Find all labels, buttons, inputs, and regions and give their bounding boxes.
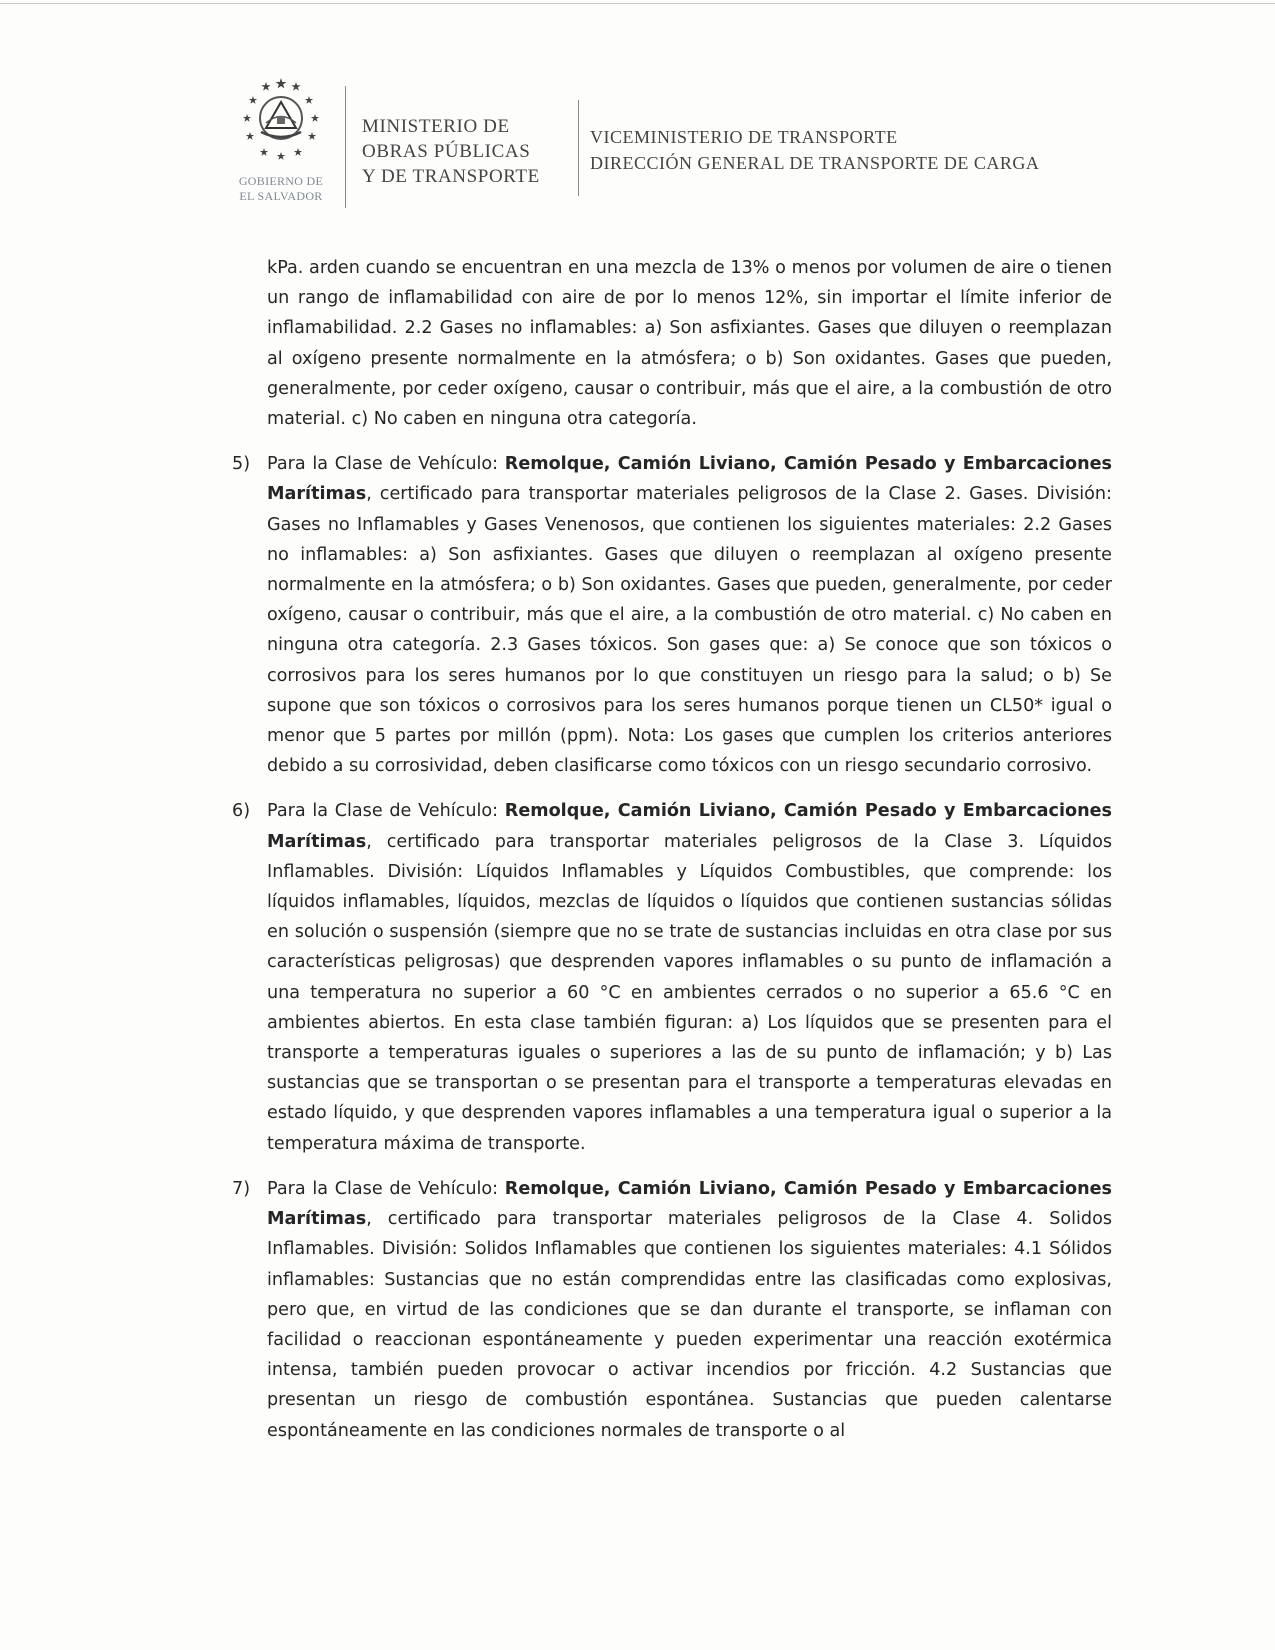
item-lead: Para la Clase de Vehículo:	[267, 1178, 505, 1199]
item-lead: Para la Clase de Vehículo:	[267, 801, 505, 822]
letterhead	[0, 0, 1275, 230]
item-lead: Para la Clase de Vehículo:	[267, 454, 505, 475]
ministry-line-2: OBRAS PÚBLICAS	[362, 141, 531, 162]
document-body	[232, 253, 1112, 1446]
ministry-line-3: Y DE TRANSPORTE	[362, 166, 540, 187]
government-label-line-1: GOBIERNO DE	[238, 174, 324, 188]
list-item	[232, 1174, 1112, 1446]
header-divider-2	[578, 100, 579, 196]
government-label-line-2: EL SALVADOR	[239, 189, 323, 203]
list-item	[232, 796, 1112, 1158]
vice-ministry-line-2: DIRECCIÓN GENERAL DE TRANSPORTE DE CARGA	[590, 153, 1040, 173]
item-number: 7)	[232, 1178, 251, 1199]
coat-of-arms-icon	[236, 76, 326, 166]
header-divider-1	[345, 86, 346, 208]
government-label	[225, 174, 337, 204]
item-text: , certificado para transportar materiales peligrosos de la Clase 2. Gases. División: Gases no Inflamables y Gases Venenosos, que contienen los siguientes materiales: 2.2 Gases no inflamables: a) Son asfixiantes. Gases que diluyen o reemplazan al oxígeno presente normalmente en la atmósfera; o b) Son oxidantes. Gases que pueden, generalmente, por ceder oxígeno, causar o contribuir, más que el aire, a la combustión de otro material. c) No caben en ninguna otra categoría. 2.3 Gases tóxicos. Son gases que: a) Se conoce que son tóxicos o corrosivos para los seres humanos por lo que constituyen un riesgo para la salud; o b) Se supone que son tóxicos o corrosivos para los seres humanos porque tienen un CL50* igual o menor que 5 partes por millón (ppm). Nota: Los gases que cumplen los criterios anteriores debido a su corrosividad, deben clasificarse como tóxicos con un riesgo secundario corrosivo.	[267, 484, 1112, 777]
ministry-line-1: MINISTERIO DE	[362, 116, 510, 137]
item-text: , certificado para transportar materiales peligrosos de la Clase 3. Líquidos Inflamables. División: Líquidos Inflamables y Líquidos Combustibles, que comprende: los líquidos inflamables, líquidos, mezclas de líquidos o líquidos que contienen sustancias sólidas en solución o suspensión (siempre que no se trate de sustancias incluidas en otra clase por sus características peligrosas) que desprenden vapores inflamables o su punto de inflamación a una temperatura no superior a 60 °C en ambientes cerrados o no superior a 65.6 °C en ambientes abiertos. En esta clase también figuran: a) Los líquidos que se presenten para el transporte a temperaturas iguales o superiores a las de su punto de inflamación; y b) Las sustancias que se transportan o se presentan para el transporte a temperaturas elevadas en estado líquido, y que desprenden vapores inflamables a una temperatura igual o superior a la temperatura máxima de transporte.	[267, 831, 1112, 1154]
item-vehicle-classes: Remolque, Camión Liviano, Camión Pesado y Embarcaciones Marítimas	[267, 454, 1112, 505]
ministry-name	[362, 114, 540, 189]
list-item	[232, 449, 1112, 781]
vice-ministry-line-1: VICEMINISTERIO DE TRANSPORTE	[590, 127, 898, 147]
item-text: , certificado para transportar materiales peligrosos de la Clase 4. Solidos Inflamables. División: Solidos Inflamables que contienen los siguientes materiales: 4.1 Sólidos inflamables: Sustancias que no están comprendidas entre las clasificadas como explosivas, pero que, en virtud de las condiciones que se dan durante el transporte, se inflaman con facilidad o reaccionan espontáneamente y pueden experimentar una reacción exotérmica intensa, también pueden provocar o activar incendios por fricción. 4.2 Sustancias que presentan un riesgo de combustión espontánea. Sustancias que pueden calentarse espontáneamente en las condiciones normales de transporte o al	[267, 1209, 1112, 1441]
item-number: 6)	[232, 801, 251, 822]
item-vehicle-classes: Remolque, Camión Liviano, Camión Pesado y Embarcaciones Marítimas	[267, 801, 1112, 852]
intro-paragraph: kPa. arden cuando se encuentran en una mezcla de 13% o menos por volumen de aire o tienen un rango de inflamabilidad con aire de por lo menos 12%, sin importar el límite inferior de inflamabilidad. 2.2 Gases no inflamables: a) Son asfixiantes. Gases que diluyen o reemplazan al oxígeno presente normalmente en la atmósfera; o b) Son oxidantes. Gases que pueden, generalmente, por ceder oxígeno, causar o contribuir, más que el aire, a la combustión de otro material. c) No caben en ninguna otra categoría.	[267, 258, 1112, 430]
vice-ministry-name	[590, 124, 1039, 176]
item-vehicle-classes: Remolque, Camión Liviano, Camión Pesado y Embarcaciones Marítimas	[267, 1178, 1112, 1230]
item-number: 5)	[232, 454, 251, 475]
